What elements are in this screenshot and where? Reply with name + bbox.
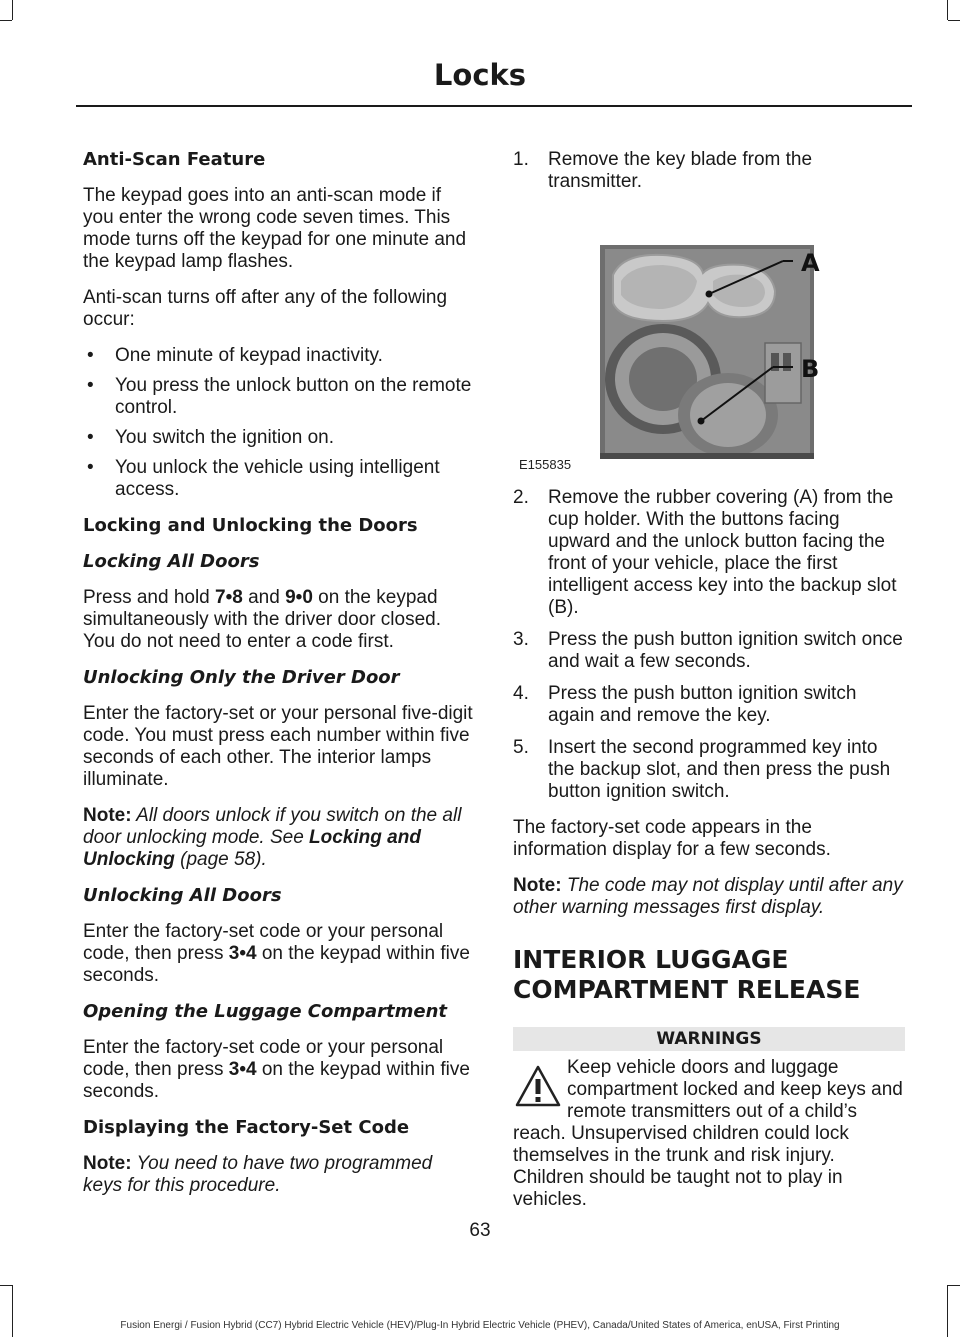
keypad-code: 3•4: [228, 1059, 257, 1080]
antiscan-intro: Anti-scan turns off after any of the following occur:: [83, 287, 448, 330]
page-number: 63: [469, 1220, 491, 1241]
factory-code-paragraph: The factory-set code appears in the information display for a few seconds.: [513, 817, 831, 860]
footer-publication-info: Fusion Energi / Fusion Hybrid (CC7) Hybrid Electric Vehicle (HEV)/Plug-In Hybrid Electric Vehicle (PHEV), Canada/United States of America, enUSA, First Printing: [120, 1320, 840, 1331]
unlock-driver-heading: Unlocking Only the Driver Door: [83, 667, 400, 688]
list-item: • You press the unlock button on the remote control.: [83, 375, 475, 419]
display-code-heading: Displaying the Factory-Set Code: [83, 1117, 410, 1138]
section-heading: INTERIOR LUGGAGE COMPARTMENT RELEASE: [513, 945, 861, 1004]
warning-block: [513, 1057, 905, 1211]
unlock-all-heading: Unlocking All Doors: [83, 885, 282, 906]
list-item: • You unlock the vehicle using intelligent access.: [83, 457, 475, 501]
keypad-code: 7•8: [215, 587, 243, 608]
header-divider: [76, 105, 912, 107]
cup-holder-illustration: [513, 203, 905, 473]
cup-holder-figure: [513, 203, 905, 473]
locking-unlocking-heading: Locking and Unlocking the Doors: [83, 515, 418, 536]
warning-triangle-icon: [513, 1061, 563, 1111]
unlock-driver-paragraph: Enter the factory-set or your personal five-digit code. You must press each number within five seconds of each other. The interior lamps illuminate.: [83, 703, 473, 790]
antiscan-heading: Anti-Scan Feature: [83, 149, 266, 170]
locking-all-heading: Locking All Doors: [83, 551, 260, 572]
crop-mark: [0, 20, 12, 21]
list-item: 4. Press the push button ignition switch again and remove the key.: [513, 683, 857, 726]
note: Note: All doors unlock if you switch on the all door unlocking mode. See Locking and Unlocking (page 58).: [83, 805, 462, 870]
crop-mark: [947, 0, 948, 20]
cross-reference-link[interactable]: Locking and Unlocking: [83, 827, 421, 870]
callout-b: B: [801, 355, 820, 383]
antiscan-paragraph: The keypad goes into an anti-scan mode if you enter the wrong code seven times. This mode turns off the keypad for one minute and the keypad lamp flashes.: [83, 185, 467, 272]
list-item: 5. Insert the second programmed key into the backup slot, and then press the push button ignition switch.: [513, 737, 891, 802]
keypad-code: 9•0: [285, 587, 313, 608]
page-title: Locks: [433, 58, 527, 92]
right-column: [513, 149, 905, 1211]
list-item: • One minute of keypad inactivity.: [83, 345, 475, 367]
locking-all-paragraph: Press and hold 7•8 and 9•0 on the keypad simultaneously with the driver door closed. You do not need to enter a code first.: [83, 587, 442, 652]
crop-mark: [0, 1285, 12, 1286]
crop-mark: [948, 20, 960, 21]
luggage-heading: Opening the Luggage Compartment: [83, 1001, 448, 1022]
warning-text: Keep vehicle doors and luggage compartment locked and keep keys and remote transmitters out of a child’s reach. Unsupervised children could lock themselves in the trunk and risk injury. Children should be taught not to play in vehicles.: [513, 1057, 903, 1210]
note: Note: You need to have two programmed keys for this procedure.: [83, 1153, 433, 1196]
figure-code: E155835: [519, 457, 572, 472]
list-item: • You switch the ignition on.: [83, 427, 475, 449]
note: Note: The code may not display until after any other warning messages first display.: [513, 875, 903, 918]
crop-mark: [12, 0, 13, 20]
callout-a: A: [801, 249, 820, 277]
luggage-paragraph: Enter the factory-set code or your personal code, then press 3•4 on the keypad within five seconds.: [83, 1037, 470, 1102]
left-column: [83, 149, 475, 1211]
list-item: 3. Press the push button ignition switch once and wait a few seconds.: [513, 629, 903, 672]
list-item: 2. Remove the rubber covering (A) from the cup holder. With the buttons facing upward and the unlock button facing the front of your vehicle, place the first intelligent access key into the backup slot (B).: [513, 487, 897, 618]
warnings-banner: WARNINGS: [513, 1027, 905, 1051]
crop-mark: [948, 1285, 960, 1286]
list-item: 1. Remove the key blade from the transmitter.: [513, 149, 813, 192]
unlock-all-paragraph: Enter the factory-set code or your personal code, then press 3•4 on the keypad within five seconds.: [83, 921, 470, 986]
keypad-code: 3•4: [228, 943, 257, 964]
